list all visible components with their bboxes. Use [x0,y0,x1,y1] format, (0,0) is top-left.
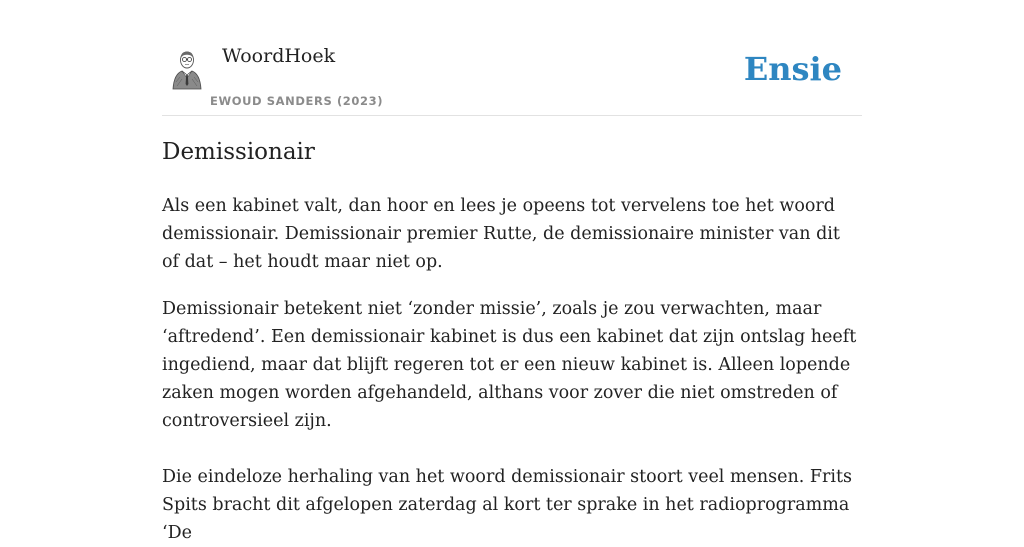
page-header [162,0,862,116]
site-name[interactable]: WoordHoek [222,45,336,67]
article-paragraph: Die eindeloze herhaling van het woord demissionair stoort veel mensen. Frits Spits bracht dit afgelopen zaterdag al kort ter sprake in het radioprogramma ‘De [162,467,853,543]
article-title: Demissionair [162,139,315,165]
article-paragraph: Demissionair betekent niet ‘zonder missie’, zoals je zou verwachten, maar ‘aftredend’. Een demissionair kabinet is dus een kabinet dat zijn ontslag heeft ingediend, maar dat blijft regeren tot er een nieuw kabinet is. Alleen lopende zaken mogen worden afgehandeld, althans voor zover die niet omstreden of controversieel zijn. [162,299,857,431]
author-byline: EWOUD SANDERS (2023) [210,94,384,108]
article-paragraph: Als een kabinet valt, dan hoor en lees je opeens tot vervelens toe het woord demissionair. Demissionair premier Rutte, de demissionaire minister van dit of dat – het houdt maar niet op. [162,196,840,272]
content-column [162,0,862,543]
author-portrait-icon [170,48,204,90]
brand-logo[interactable]: Ensie [743,50,842,88]
